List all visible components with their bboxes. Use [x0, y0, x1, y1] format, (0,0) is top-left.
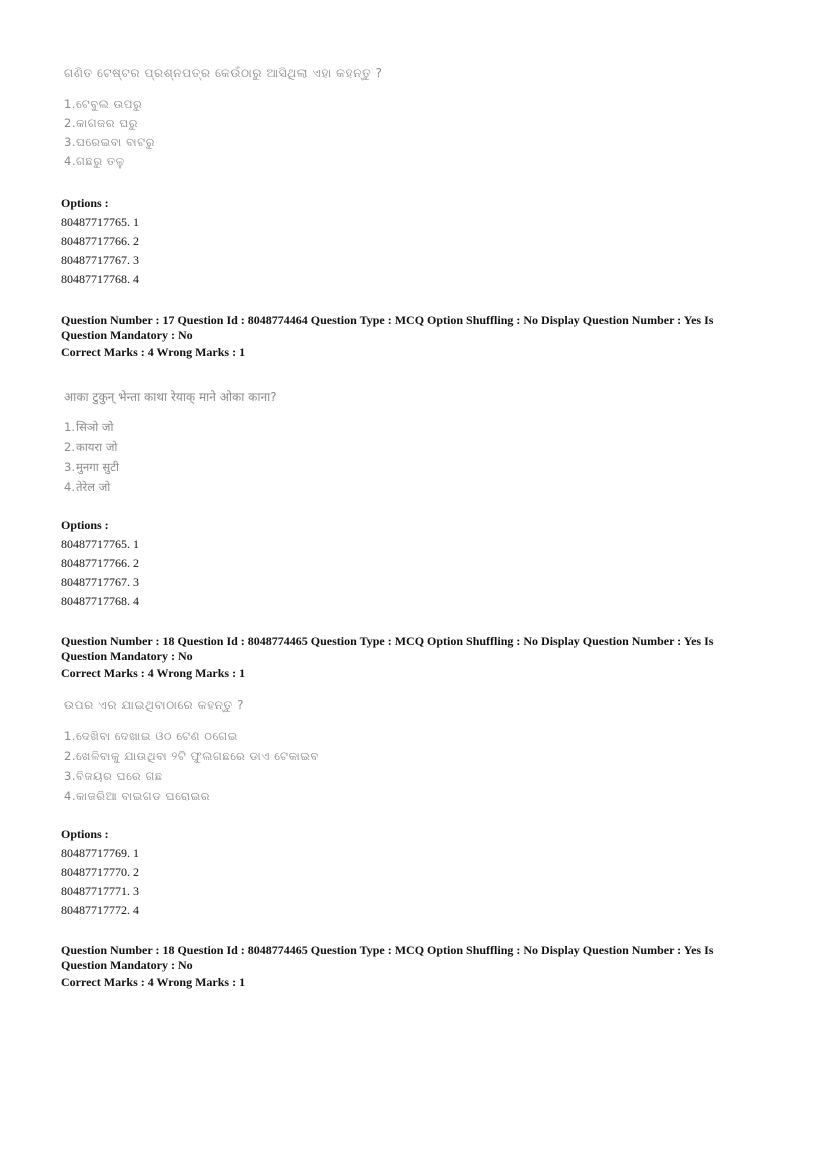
q16-question-text: ଗଣିତ ଟେଷ୍ଟର ପ୍ରଶ୍ନପତ୍ର କେଉଁଠାରୁ ଆସିଥିଲା ଏହା କହନ୍ତୁ ? — [64, 66, 383, 80]
q18-question-text: ଉପର ଏର ଯାଇଥିବାଠାରେ କହନ୍ତୁ ? — [64, 698, 245, 712]
q18-option-2: 80487717770. 2 — [61, 865, 139, 879]
q16-option-3: 80487717767. 3 — [61, 253, 139, 267]
q17-question-text: आका टुकुन् भेन्ता काथा रेयाक् माने ओका काना? — [64, 390, 277, 404]
q18-meta — [61, 634, 761, 681]
q17-meta — [61, 313, 761, 360]
q16-options-label: Options : — [61, 196, 109, 210]
q18b-meta-line2: Question Mandatory : No — [61, 958, 193, 972]
q16-choice-1: 1. ଟେବୁଲ ଉପରୁ — [64, 97, 143, 111]
q16-option-4: 80487717768. 4 — [61, 272, 139, 286]
q17-marks: Correct Marks : 4 Wrong Marks : 1 — [61, 345, 246, 359]
q16-question-image — [64, 66, 383, 173]
q18-option-4: 80487717772. 4 — [61, 903, 139, 917]
q17-option-1: 80487717765. 1 — [61, 537, 139, 551]
q18-options-label: Options : — [61, 827, 109, 841]
q17-choice-3: 3. मुनगा सुटी — [64, 460, 119, 474]
q18b-meta — [61, 943, 761, 990]
q16-choice-2: 2. କାଗଜର ଘରୁ — [64, 116, 139, 130]
q18-choice-list — [64, 729, 319, 809]
q17-option-2: 80487717766. 2 — [61, 556, 139, 570]
q17-meta-line2: Question Mandatory : No — [61, 328, 193, 342]
q16-choice-3: 3. ଘରେଇବା ବାଟରୁ — [64, 135, 156, 149]
q18-meta-line1: Question Number : 18 Question Id : 8048774465 Question Type : MCQ Option Shuffling : No Display Question Number : Yes Is — [61, 634, 714, 648]
q17-option-3: 80487717767. 3 — [61, 575, 139, 589]
q18-choice-2: 2. ଖେଳିବାକୁ ଯାଉଥିବା ୨ଟି ଫୁଲଗଛରେ ଡାଏ ଟେକାଇବ — [64, 749, 319, 763]
q18-question-image — [64, 698, 319, 809]
q16-choice-list — [64, 97, 383, 173]
q18-meta-line2: Question Mandatory : No — [61, 649, 193, 663]
q16-choice-4: 4. ଗଛରୁ ତଳୁ — [64, 154, 125, 168]
q17-question-image — [64, 388, 277, 500]
q18-option-3: 80487717771. 3 — [61, 884, 139, 898]
q17-options-label: Options : — [61, 518, 109, 532]
q18-choice-4: 4. କାଜରିଆ ବାଇଗଡ ଘରୋଇର — [64, 789, 211, 803]
q16-option-2: 80487717766. 2 — [61, 234, 139, 248]
q18-choice-3: 3. ବିଜୟର ଘରେ ଗଛ — [64, 769, 163, 783]
q18b-marks: Correct Marks : 4 Wrong Marks : 1 — [61, 975, 246, 989]
q17-choice-list — [64, 420, 277, 500]
q17-choice-4: 4. तेरेल जो — [64, 480, 111, 494]
q18-marks: Correct Marks : 4 Wrong Marks : 1 — [61, 666, 246, 680]
q17-meta-line1: Question Number : 17 Question Id : 8048774464 Question Type : MCQ Option Shuffling : No Display Question Number : Yes Is — [61, 313, 714, 327]
q17-choice-2: 2. कायरा जो — [64, 440, 118, 454]
q18-option-1: 80487717769. 1 — [61, 846, 139, 860]
q16-option-1: 80487717765. 1 — [61, 215, 139, 229]
q17-option-4: 80487717768. 4 — [61, 594, 139, 608]
q18-choice-1: 1. ଦେଖିବା ଦେଖାଇ ଓଠ ଟେଣ ଠଗେଇ — [64, 729, 238, 743]
q17-choice-1: 1. सिञो जो — [64, 420, 114, 434]
q18b-meta-line1: Question Number : 18 Question Id : 8048774465 Question Type : MCQ Option Shuffling : No Display Question Number : Yes Is — [61, 943, 714, 957]
